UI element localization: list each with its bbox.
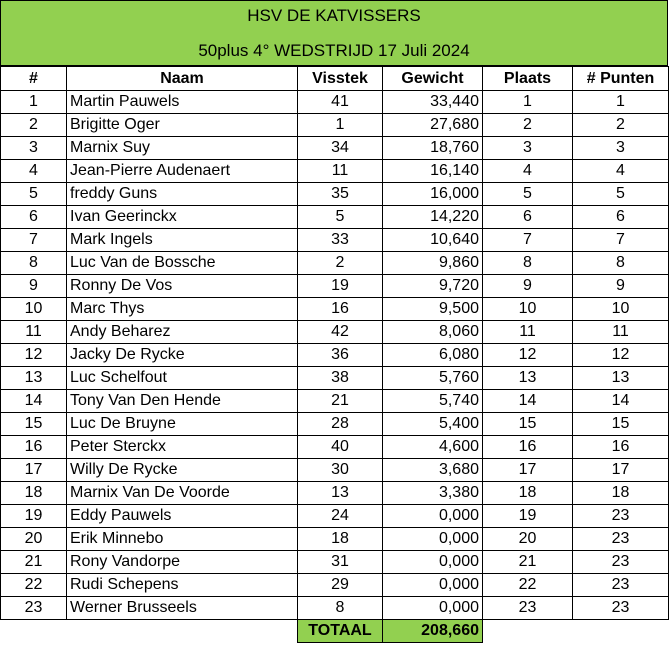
cell-naam: Ronny De Vos: [67, 275, 298, 298]
table-row: [1, 574, 669, 597]
cell-naam: Brigitte Oger: [67, 114, 298, 137]
total-spacer: [1, 620, 67, 643]
cell-gewicht: 14,220: [383, 206, 483, 229]
cell-punten: 23: [573, 551, 669, 574]
cell-plaats: 14: [483, 390, 573, 413]
cell-visstek: 18: [298, 528, 383, 551]
cell-plaats: 16: [483, 436, 573, 459]
cell-gewicht: 5,740: [383, 390, 483, 413]
table-row: [1, 528, 669, 551]
total-label: TOTAAL: [298, 620, 383, 643]
cell-plaats: 9: [483, 275, 573, 298]
cell-visstek: 33: [298, 229, 383, 252]
total-spacer: [67, 620, 298, 643]
table-row: [1, 505, 669, 528]
cell-nr: 7: [1, 229, 67, 252]
cell-naam: Rony Vandorpe: [67, 551, 298, 574]
cell-punten: 11: [573, 321, 669, 344]
total-spacer: [483, 620, 573, 643]
cell-naam: Peter Sterckx: [67, 436, 298, 459]
cell-plaats: 19: [483, 505, 573, 528]
cell-plaats: 13: [483, 367, 573, 390]
cell-visstek: 30: [298, 459, 383, 482]
col-header-plaats: Plaats: [483, 67, 573, 91]
cell-naam: Andy Beharez: [67, 321, 298, 344]
cell-visstek: 1: [298, 114, 383, 137]
cell-nr: 18: [1, 482, 67, 505]
cell-punten: 15: [573, 413, 669, 436]
cell-naam: Eddy Pauwels: [67, 505, 298, 528]
cell-gewicht: 6,080: [383, 344, 483, 367]
table-row: [1, 206, 669, 229]
cell-naam: Rudi Schepens: [67, 574, 298, 597]
cell-naam: Luc Schelfout: [67, 367, 298, 390]
cell-plaats: 11: [483, 321, 573, 344]
cell-naam: Willy De Rycke: [67, 459, 298, 482]
cell-naam: Luc Van de Bossche: [67, 252, 298, 275]
cell-plaats: 8: [483, 252, 573, 275]
cell-visstek: 36: [298, 344, 383, 367]
cell-visstek: 5: [298, 206, 383, 229]
cell-plaats: 21: [483, 551, 573, 574]
cell-visstek: 41: [298, 91, 383, 114]
table-row: [1, 160, 669, 183]
cell-nr: 11: [1, 321, 67, 344]
table-row: [1, 137, 669, 160]
cell-plaats: 2: [483, 114, 573, 137]
cell-gewicht: 0,000: [383, 574, 483, 597]
cell-punten: 5: [573, 183, 669, 206]
cell-punten: 2: [573, 114, 669, 137]
cell-naam: Marnix Suy: [67, 137, 298, 160]
header-row: [1, 67, 669, 91]
cell-gewicht: 33,440: [383, 91, 483, 114]
cell-nr: 13: [1, 367, 67, 390]
cell-gewicht: 3,380: [383, 482, 483, 505]
table-row: [1, 459, 669, 482]
cell-nr: 3: [1, 137, 67, 160]
cell-plaats: 7: [483, 229, 573, 252]
cell-nr: 9: [1, 275, 67, 298]
table-row: [1, 367, 669, 390]
cell-plaats: 3: [483, 137, 573, 160]
cell-punten: 7: [573, 229, 669, 252]
table-row: [1, 114, 669, 137]
cell-gewicht: 16,140: [383, 160, 483, 183]
cell-gewicht: 0,000: [383, 528, 483, 551]
cell-punten: 17: [573, 459, 669, 482]
table-row: [1, 229, 669, 252]
table-row: [1, 183, 669, 206]
cell-gewicht: 0,000: [383, 505, 483, 528]
results-table: [0, 66, 669, 643]
cell-nr: 17: [1, 459, 67, 482]
cell-punten: 12: [573, 344, 669, 367]
cell-plaats: 4: [483, 160, 573, 183]
table-row: [1, 252, 669, 275]
result-rows: [1, 91, 669, 620]
cell-naam: Jacky De Rycke: [67, 344, 298, 367]
cell-punten: 16: [573, 436, 669, 459]
cell-visstek: 13: [298, 482, 383, 505]
cell-gewicht: 8,060: [383, 321, 483, 344]
cell-plaats: 5: [483, 183, 573, 206]
total-value: 208,660: [383, 620, 483, 643]
cell-naam: Tony Van Den Hende: [67, 390, 298, 413]
cell-naam: Marnix Van De Voorde: [67, 482, 298, 505]
cell-nr: 1: [1, 91, 67, 114]
cell-gewicht: 5,760: [383, 367, 483, 390]
table-row: [1, 551, 669, 574]
match-subtitle: 50plus 4° WEDSTRIJD 17 Juli 2024: [198, 41, 470, 60]
cell-naam: Luc De Bruyne: [67, 413, 298, 436]
cell-gewicht: 9,720: [383, 275, 483, 298]
table-row: [1, 436, 669, 459]
cell-naam: freddy Guns: [67, 183, 298, 206]
table-row: [1, 275, 669, 298]
cell-punten: 23: [573, 574, 669, 597]
cell-nr: 23: [1, 597, 67, 620]
cell-plaats: 22: [483, 574, 573, 597]
col-header-punten: # Punten: [573, 67, 669, 91]
table-row: [1, 344, 669, 367]
cell-gewicht: 4,600: [383, 436, 483, 459]
cell-nr: 14: [1, 390, 67, 413]
cell-naam: Werner Brusseels: [67, 597, 298, 620]
total-row: [1, 620, 669, 643]
cell-plaats: 6: [483, 206, 573, 229]
cell-nr: 8: [1, 252, 67, 275]
cell-naam: Ivan Geerinckx: [67, 206, 298, 229]
cell-naam: Martin Pauwels: [67, 91, 298, 114]
cell-nr: 19: [1, 505, 67, 528]
table-row: [1, 413, 669, 436]
cell-visstek: 8: [298, 597, 383, 620]
cell-naam: Erik Minnebo: [67, 528, 298, 551]
cell-nr: 20: [1, 528, 67, 551]
cell-nr: 6: [1, 206, 67, 229]
cell-nr: 15: [1, 413, 67, 436]
cell-visstek: 28: [298, 413, 383, 436]
cell-visstek: 19: [298, 275, 383, 298]
cell-punten: 18: [573, 482, 669, 505]
cell-punten: 6: [573, 206, 669, 229]
cell-gewicht: 16,000: [383, 183, 483, 206]
col-header-nr: #: [1, 67, 67, 91]
table-row: [1, 390, 669, 413]
cell-punten: 14: [573, 390, 669, 413]
cell-visstek: 34: [298, 137, 383, 160]
cell-visstek: 21: [298, 390, 383, 413]
col-header-visstek: Visstek: [298, 67, 383, 91]
cell-visstek: 2: [298, 252, 383, 275]
cell-punten: 10: [573, 298, 669, 321]
cell-visstek: 35: [298, 183, 383, 206]
table-row: [1, 321, 669, 344]
cell-visstek: 29: [298, 574, 383, 597]
cell-punten: 3: [573, 137, 669, 160]
cell-plaats: 10: [483, 298, 573, 321]
cell-gewicht: 5,400: [383, 413, 483, 436]
cell-nr: 12: [1, 344, 67, 367]
cell-punten: 9: [573, 275, 669, 298]
cell-nr: 16: [1, 436, 67, 459]
cell-gewicht: 18,760: [383, 137, 483, 160]
col-header-naam: Naam: [67, 67, 298, 91]
cell-plaats: 18: [483, 482, 573, 505]
cell-visstek: 16: [298, 298, 383, 321]
cell-gewicht: 0,000: [383, 597, 483, 620]
cell-plaats: 17: [483, 459, 573, 482]
cell-gewicht: 10,640: [383, 229, 483, 252]
cell-visstek: 24: [298, 505, 383, 528]
table-row: [1, 597, 669, 620]
table-row: [1, 91, 669, 114]
cell-gewicht: 9,860: [383, 252, 483, 275]
cell-visstek: 38: [298, 367, 383, 390]
cell-plaats: 12: [483, 344, 573, 367]
cell-nr: 10: [1, 298, 67, 321]
cell-plaats: 20: [483, 528, 573, 551]
cell-visstek: 31: [298, 551, 383, 574]
cell-nr: 21: [1, 551, 67, 574]
cell-gewicht: 9,500: [383, 298, 483, 321]
cell-visstek: 11: [298, 160, 383, 183]
cell-naam: Marc Thys: [67, 298, 298, 321]
total-spacer: [573, 620, 669, 643]
table-row: [1, 298, 669, 321]
table-row: [1, 482, 669, 505]
cell-punten: 1: [573, 91, 669, 114]
club-title: HSV DE KATVISSERS: [247, 6, 421, 25]
cell-nr: 22: [1, 574, 67, 597]
cell-visstek: 40: [298, 436, 383, 459]
cell-nr: 2: [1, 114, 67, 137]
cell-punten: 23: [573, 528, 669, 551]
cell-plaats: 1: [483, 91, 573, 114]
col-header-gewicht: Gewicht: [383, 67, 483, 91]
cell-punten: 8: [573, 252, 669, 275]
cell-punten: 4: [573, 160, 669, 183]
cell-gewicht: 3,680: [383, 459, 483, 482]
cell-naam: Mark Ingels: [67, 229, 298, 252]
cell-nr: 5: [1, 183, 67, 206]
cell-punten: 23: [573, 505, 669, 528]
cell-naam: Jean-Pierre Audenaert: [67, 160, 298, 183]
cell-gewicht: 27,680: [383, 114, 483, 137]
cell-nr: 4: [1, 160, 67, 183]
cell-plaats: 15: [483, 413, 573, 436]
cell-plaats: 23: [483, 597, 573, 620]
cell-punten: 13: [573, 367, 669, 390]
cell-visstek: 42: [298, 321, 383, 344]
cell-punten: 23: [573, 597, 669, 620]
cell-gewicht: 0,000: [383, 551, 483, 574]
title-band: [0, 0, 668, 66]
